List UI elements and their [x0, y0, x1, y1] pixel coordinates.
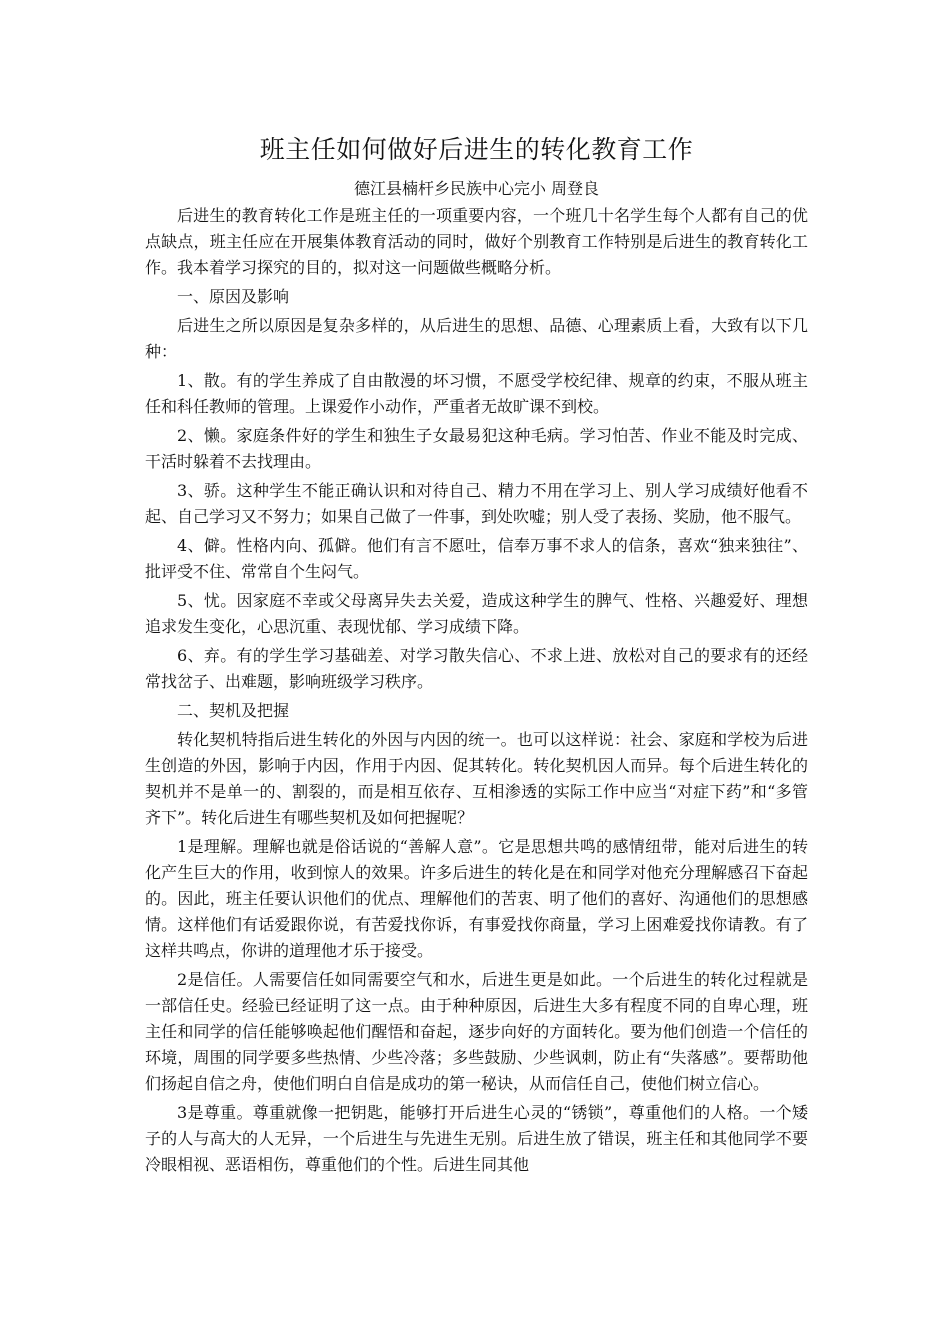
list-item: 4、僻。性格内向、孤僻。他们有言不愿吐，信奉万事不求人的信条，喜欢“独来独往”、批评受不住、常常自个生闷气。: [145, 536, 808, 581]
list-item: 1、散。有的学生养成了自由散漫的坏习惯，不愿受学校纪律、规章的约束，不服从班主任和科任教师的管理。上课爱作小动作，严重者无故旷课不到校。: [145, 371, 808, 416]
list-item: 3、骄。这种学生不能正确认识和对待自己、精力不用在学习上、别人学习成绩好他看不起、自己学习又不努力；如果自己做了一件事，到处吹嘘；别人受了表扬、奖励，他不服气。: [145, 481, 808, 526]
document-page: [145, 130, 808, 1178]
document-title: 班主任如何做好后进生的转化教育工作: [259, 135, 694, 164]
list-item: 2是信任。人需要信任如同需要空气和水，后进生更是如此。一个后进生的转化过程就是一部信任史。经验已经证明了这一点。由于种种原因，后进生大多有程度不同的自卑心理，班主任和同学的信任能够唤起他们醒悟和奋起，逐步向好的方面转化。要为他们创造一个信任的环境，周围的同学要多些热情、少些冷落；多些鼓励、少些讽刺，防止有“失落感”。要帮助他们扬起自信之舟，使他们明白自信是成功的第一秘诀，从而信任自己，使他们树立信心。: [145, 970, 808, 1093]
list-item: 2、懒。家庭条件好的学生和独生子女最易犯这种毛病。学习怕苦、作业不能及时完成、干活时躲着不去找理由。: [145, 426, 808, 471]
author-line: 德江县楠杆乡民族中心完小 周登良: [353, 179, 600, 198]
list-item: 5、忧。因家庭不幸或父母离异失去关爱，造成这种学生的脾气、性格、兴趣爱好、理想追求发生变化，心思沉重、表现忧郁、学习成绩下降。: [145, 591, 808, 636]
list-item: 6、弃。有的学生学习基础差、对学习散失信心、不求上进、放松对自己的要求有的还经常找岔子、出难题，影响班级学习秩序。: [145, 646, 808, 691]
section-heading: 一、原因及影响: [177, 287, 290, 306]
intro-paragraph: 后进生的教育转化工作是班主任的一项重要内容，一个班几十名学生每个人都有自己的优点缺点，班主任应在开展集体教育活动的同时，做好个别教育工作特别是后进生的教育转化工作。我本着学习探究的目的，拟对这一问题做些概略分析。: [145, 206, 808, 277]
section-lead: 后进生之所以原因是复杂多样的，从后进生的思想、品德、心理素质上看，大致有以下几种：: [145, 316, 808, 361]
section-heading: 二、契机及把握: [177, 701, 290, 720]
list-item: 3是尊重。尊重就像一把钥匙，能够打开后进生心灵的“锈锁”，尊重他们的人格。一个矮子的人与高大的人无异，一个后进生与先进生无别。后进生放了错误，班主任和其他同学不要冷眼相视、恶语相伤，尊重他们的个性。后进生同其他: [145, 1103, 808, 1174]
section-lead: 转化契机特指后进生转化的外因与内因的统一。也可以这样说：社会、家庭和学校为后进生创造的外因，影响于内因，作用于内因、促其转化。转化契机因人而异。每个后进生转化的契机并不是单一的、割裂的，而是相互依存、互相渗透的实际工作中应当“对症下药”和“多管齐下”。转化后进生有哪些契机及如何把握呢？: [145, 730, 808, 827]
list-item: 1是理解。理解也就是俗话说的“善解人意”。它是思想共鸣的感情纽带，能对后进生的转化产生巨大的作用，收到惊人的效果。许多后进生的转化是在和同学对他充分理解感召下奋起的。因此，班主任要认识他们的优点、理解他们的苦衷、明了他们的喜好、沟通他们的思想感情。这样他们有话爱跟你说，有苦爱找你诉，有事爱找你商量，学习上困难爱找你请教。有了这样共鸣点，你讲的道理他才乐于接受。: [145, 837, 808, 960]
